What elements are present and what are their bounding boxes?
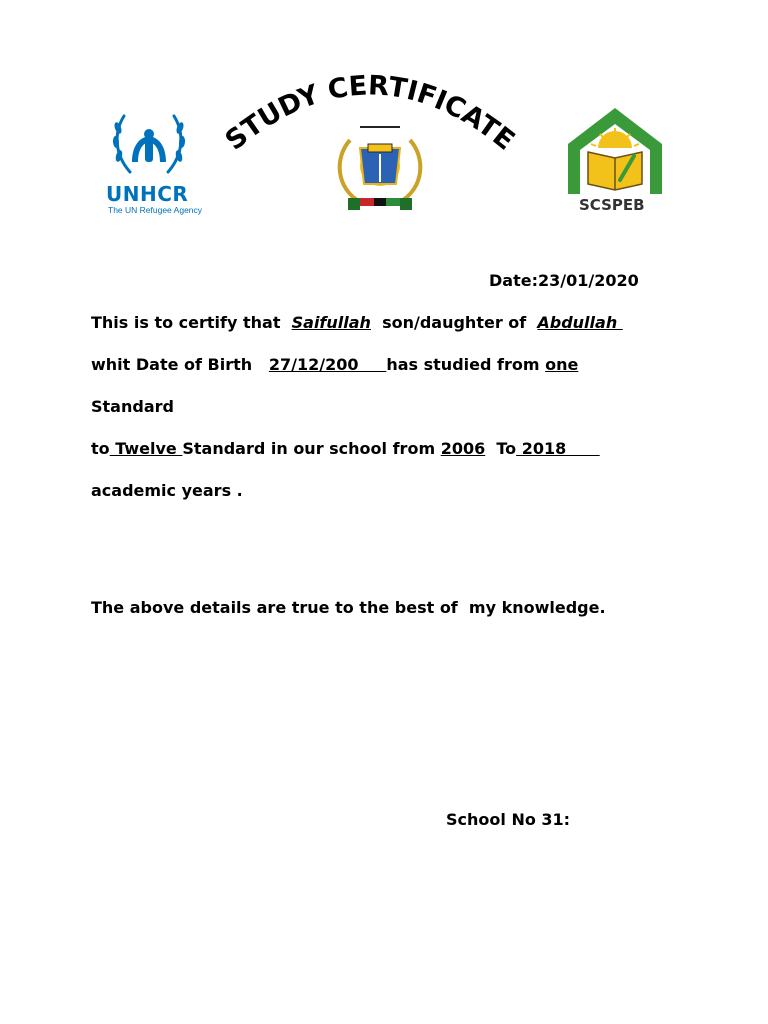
school-emblem-icon — [330, 118, 430, 220]
student-name: Saifullah — [291, 313, 371, 332]
unhcr-wordmark: UNHCR — [106, 182, 189, 206]
dob-label: whit Date of Birth — [91, 355, 269, 374]
to-year-label: To — [485, 439, 517, 458]
scspeb-wordmark: SCSPEB — [579, 196, 645, 214]
studied-text: has studied from — [386, 355, 546, 374]
certify-line-5: academic years . — [91, 481, 243, 500]
scspeb-emblem-icon — [566, 104, 664, 196]
date-of-birth: 27/12/200 — [268, 355, 387, 374]
school-period-text: Standard in our school from — [182, 439, 441, 458]
unhcr-tagline: The UN Refugee Agency — [108, 205, 203, 215]
unhcr-emblem-icon — [110, 108, 188, 180]
to-standard: Twelve — [109, 439, 183, 458]
certify-intro-text: This is to certify that — [91, 313, 292, 332]
certify-line-1 — [91, 313, 623, 332]
to-text: to — [91, 439, 110, 458]
certificate-date: Date:23/01/2020 — [489, 271, 639, 290]
declaration-text: The above details are true to the best of my knowledge. — [91, 598, 606, 617]
parent-name: Abdullah — [537, 313, 623, 332]
to-year: 2018 — [516, 439, 600, 458]
relation-text: son/daughter of — [370, 313, 538, 332]
school-signature-label: School No 31: — [446, 810, 571, 829]
certify-line-3: Standard — [91, 397, 174, 416]
from-year: 2006 — [440, 439, 486, 458]
certificate-title-text: STUDY CERTIFICATE — [219, 70, 521, 157]
from-standard: one — [545, 355, 579, 374]
certify-line-4 — [91, 439, 600, 458]
certify-line-2 — [91, 355, 578, 374]
